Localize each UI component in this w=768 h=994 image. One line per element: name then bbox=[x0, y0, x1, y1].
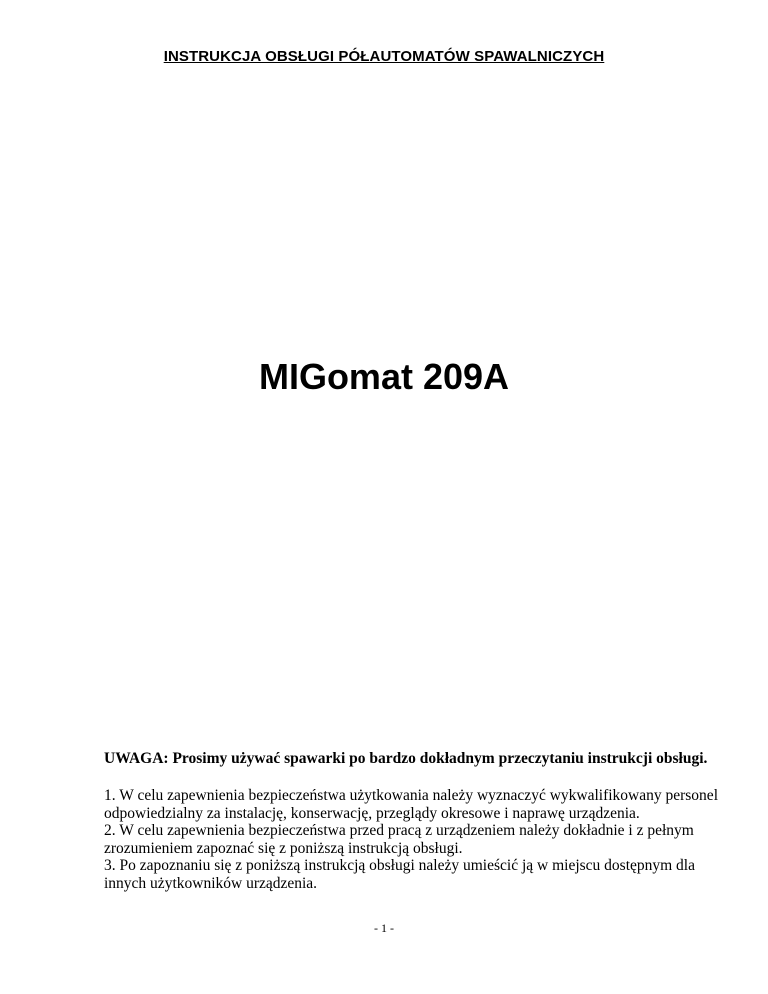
notice-item: 1. W celu zapewnienia bezpieczeństwa użytkowania należy wyznaczyć wykwalifikowany personel odpowiedzialny za instalację, konserwację, przeglądy okresowe i naprawę urządzenia. bbox=[104, 787, 718, 822]
page-number: - 1 - bbox=[374, 921, 394, 935]
notice-item: 3. Po zapoznaniu się z poniższą instrukcją obsługi należy umieścić ją w miejscu dostępnym dla innych użytkowników urządzenia. bbox=[104, 857, 695, 892]
product-name: MIGomat 209A bbox=[258, 356, 510, 397]
notice-list bbox=[104, 787, 724, 892]
warning-text: UWAGA: Prosimy używać spawarki po bardzo dokładnym przeczytaniu instrukcji obsługi. bbox=[104, 750, 708, 767]
document-title: INSTRUKCJA OBSŁUGI PÓŁAUTOMATÓW SPAWALNICZYCH bbox=[163, 48, 605, 65]
notice-item: 2. W celu zapewnienia bezpieczeństwa przed pracą z urządzeniem należy dokładnie i z pełnym zrozumieniem zapoznać się z poniższą instrukcją obsługi. bbox=[104, 822, 694, 857]
